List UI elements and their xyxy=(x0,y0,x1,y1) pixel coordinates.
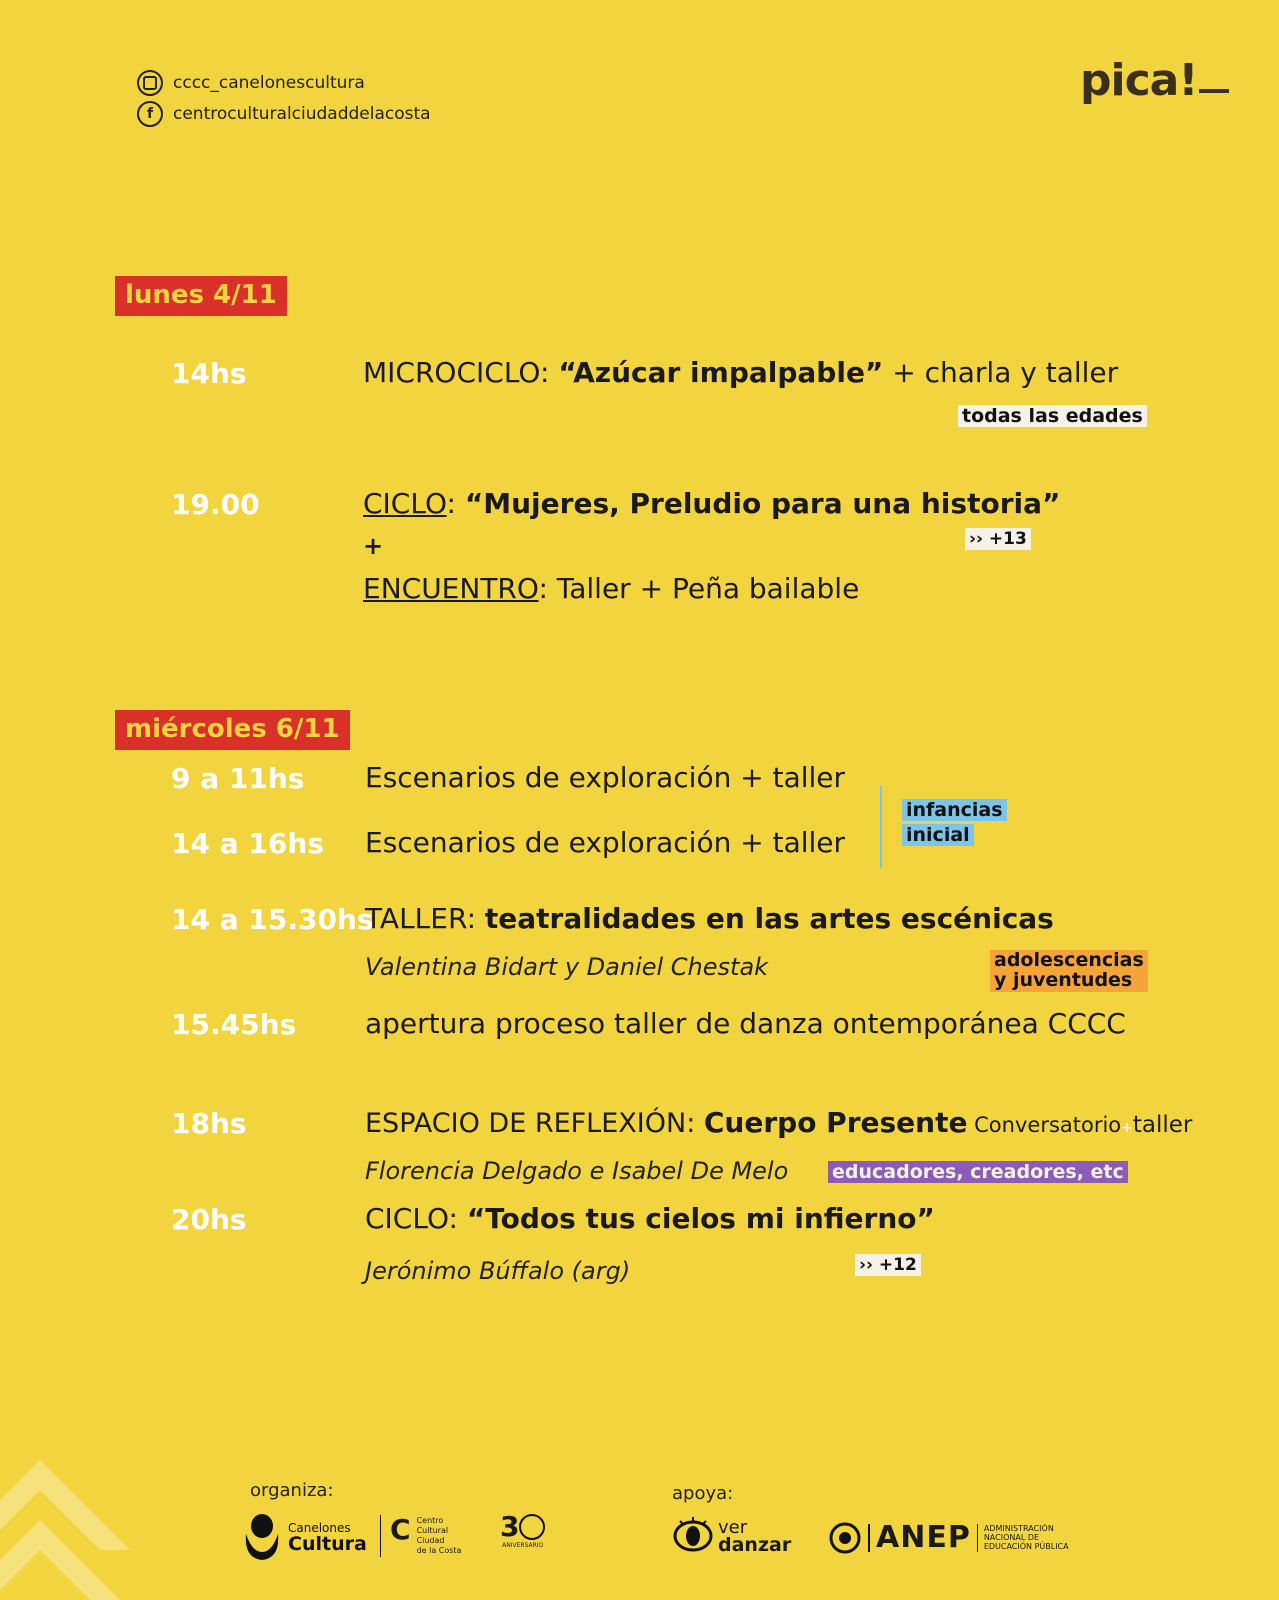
event-title: Escenarios de exploración + taller xyxy=(365,761,846,794)
age-tag: ›› +13 xyxy=(965,528,1031,550)
centro-c-icon: C xyxy=(390,1513,411,1546)
event-name: Cuerpo Presente xyxy=(703,1106,968,1139)
eye-icon xyxy=(672,1515,714,1557)
event-prefix: MICROCICLO: xyxy=(363,356,559,389)
instagram-handle[interactable] xyxy=(137,70,365,96)
anep-emblem-icon xyxy=(828,1521,862,1555)
anep-line: ADMINISTRACIÓN xyxy=(983,1524,1054,1533)
event-time: 19.00 xyxy=(171,488,260,521)
day-badge-lunes: lunes 4/11 xyxy=(115,276,287,316)
instagram-text: cccc_canelonescultura xyxy=(173,73,365,93)
instagram-icon xyxy=(137,70,163,96)
event-prefix: CICLO xyxy=(363,487,447,520)
event-name: “Todos tus cielos mi infierno” xyxy=(466,1202,935,1235)
event-time: 9 a 11hs xyxy=(171,762,305,795)
day-badge-miercoles: miércoles 6/11 xyxy=(115,710,350,750)
canelones-line: Cultura xyxy=(288,1533,367,1555)
event-time: 14hs xyxy=(171,357,247,390)
verdanzar-line: danzar xyxy=(718,1533,792,1556)
event-time: 14 a 16hs xyxy=(171,827,324,860)
logo-text: pica! xyxy=(1080,55,1198,106)
facebook-text: centroculturalciudaddelacosta xyxy=(173,104,431,124)
anep-text: ANEP xyxy=(876,1520,971,1555)
event-title: Escenarios de exploración + taller xyxy=(365,826,846,859)
audience-tag-educadores: educadores, creadores, etc xyxy=(828,1161,1128,1183)
organiza-label: organiza: xyxy=(250,1480,334,1501)
event-prefix: ENCUENTRO xyxy=(363,572,539,605)
centro-line: Ciudad xyxy=(416,1536,445,1545)
event-time: 14 a 15.30hs xyxy=(171,903,374,936)
age-tag: ›› +12 xyxy=(855,1254,921,1276)
logo-underscore xyxy=(1199,89,1229,93)
facebook-icon: f xyxy=(137,101,163,127)
group-divider xyxy=(880,786,882,868)
facebook-handle[interactable] xyxy=(137,101,431,127)
aniversario-text: ANIVERSARIO xyxy=(502,1542,544,1549)
thirty-mark: 3 xyxy=(500,1512,545,1542)
audience-tag: todas las edades xyxy=(958,405,1147,427)
verdanzar-text xyxy=(718,1516,792,1556)
anep-divider xyxy=(868,1524,870,1552)
event-prefix: TALLER: xyxy=(365,902,485,935)
centro-line: de la Costa xyxy=(416,1546,462,1555)
centro-line: Cultural xyxy=(416,1526,449,1535)
aniversario-logo xyxy=(500,1512,545,1549)
event-name: teatralidades en las artes escénicas xyxy=(484,902,1054,935)
event-time: 15.45hs xyxy=(171,1008,297,1041)
event-prefix: ESPACIO DE REFLEXIÓN: xyxy=(365,1108,704,1139)
event-suffix: taller xyxy=(1132,1112,1193,1138)
pica-logo xyxy=(1080,55,1229,106)
audience-tag-adolescencias xyxy=(990,950,1148,992)
event-title xyxy=(365,1106,1192,1139)
footer-divider xyxy=(380,1515,381,1557)
event-presenters: Valentina Bidart y Daniel Chestak xyxy=(365,953,769,981)
event-text: : Taller + Peña bailable xyxy=(538,572,860,605)
event-title xyxy=(363,487,1060,520)
centro-cultural-logo xyxy=(390,1513,462,1556)
anep-divider xyxy=(977,1524,978,1552)
event-colon: : xyxy=(446,487,465,520)
event-presenters: Jerónimo Búffalo (arg) xyxy=(365,1257,631,1285)
apoya-label: apoya: xyxy=(672,1483,734,1504)
event-time: 18hs xyxy=(171,1107,247,1140)
centro-text xyxy=(417,1516,462,1556)
centro-line: Centro xyxy=(416,1516,444,1525)
anep-logo xyxy=(828,1520,1069,1555)
event-second-line xyxy=(363,572,859,605)
plus-sign: + xyxy=(363,532,384,560)
event-name: “Mujeres, Preludio para una historia” xyxy=(464,487,1061,520)
audience-tag-infancias xyxy=(902,799,1007,846)
canelones-cultura-logo xyxy=(242,1512,367,1562)
event-suffix: Conversatorio xyxy=(967,1113,1122,1137)
tag-line: y juventudes xyxy=(994,969,1133,991)
anep-line: EDUCACIÓN PÚBLICA xyxy=(983,1542,1069,1551)
event-title xyxy=(365,902,1054,935)
event-time: 20hs xyxy=(171,1203,247,1236)
event-presenters: Florencia Delgado e Isabel De Melo xyxy=(365,1157,789,1185)
chevron-decoration xyxy=(0,1440,140,1600)
tag-line: infancias xyxy=(902,799,1007,821)
event-name: “Azúcar impalpable” xyxy=(558,356,884,389)
event-title: apertura proceso taller de danza ontemporánea CCCC xyxy=(365,1007,1126,1040)
tag-line: inicial xyxy=(902,824,974,846)
event-title xyxy=(365,1202,935,1235)
anep-line: NACIONAL DE xyxy=(983,1533,1040,1542)
canelones-emblem-icon xyxy=(242,1512,282,1562)
event-title xyxy=(363,356,1118,389)
verdanzar-logo xyxy=(672,1515,791,1557)
event-suffix: + charla y taller xyxy=(883,356,1119,389)
canelones-text xyxy=(288,1521,367,1553)
tag-line: adolescencias xyxy=(994,949,1144,971)
verdanzar-line: ver xyxy=(718,1516,748,1538)
plus-sign: + xyxy=(1121,1120,1133,1136)
canelones-line: Canelones xyxy=(288,1521,351,1535)
event-prefix: CICLO: xyxy=(365,1202,467,1235)
anep-subtext xyxy=(984,1524,1069,1551)
